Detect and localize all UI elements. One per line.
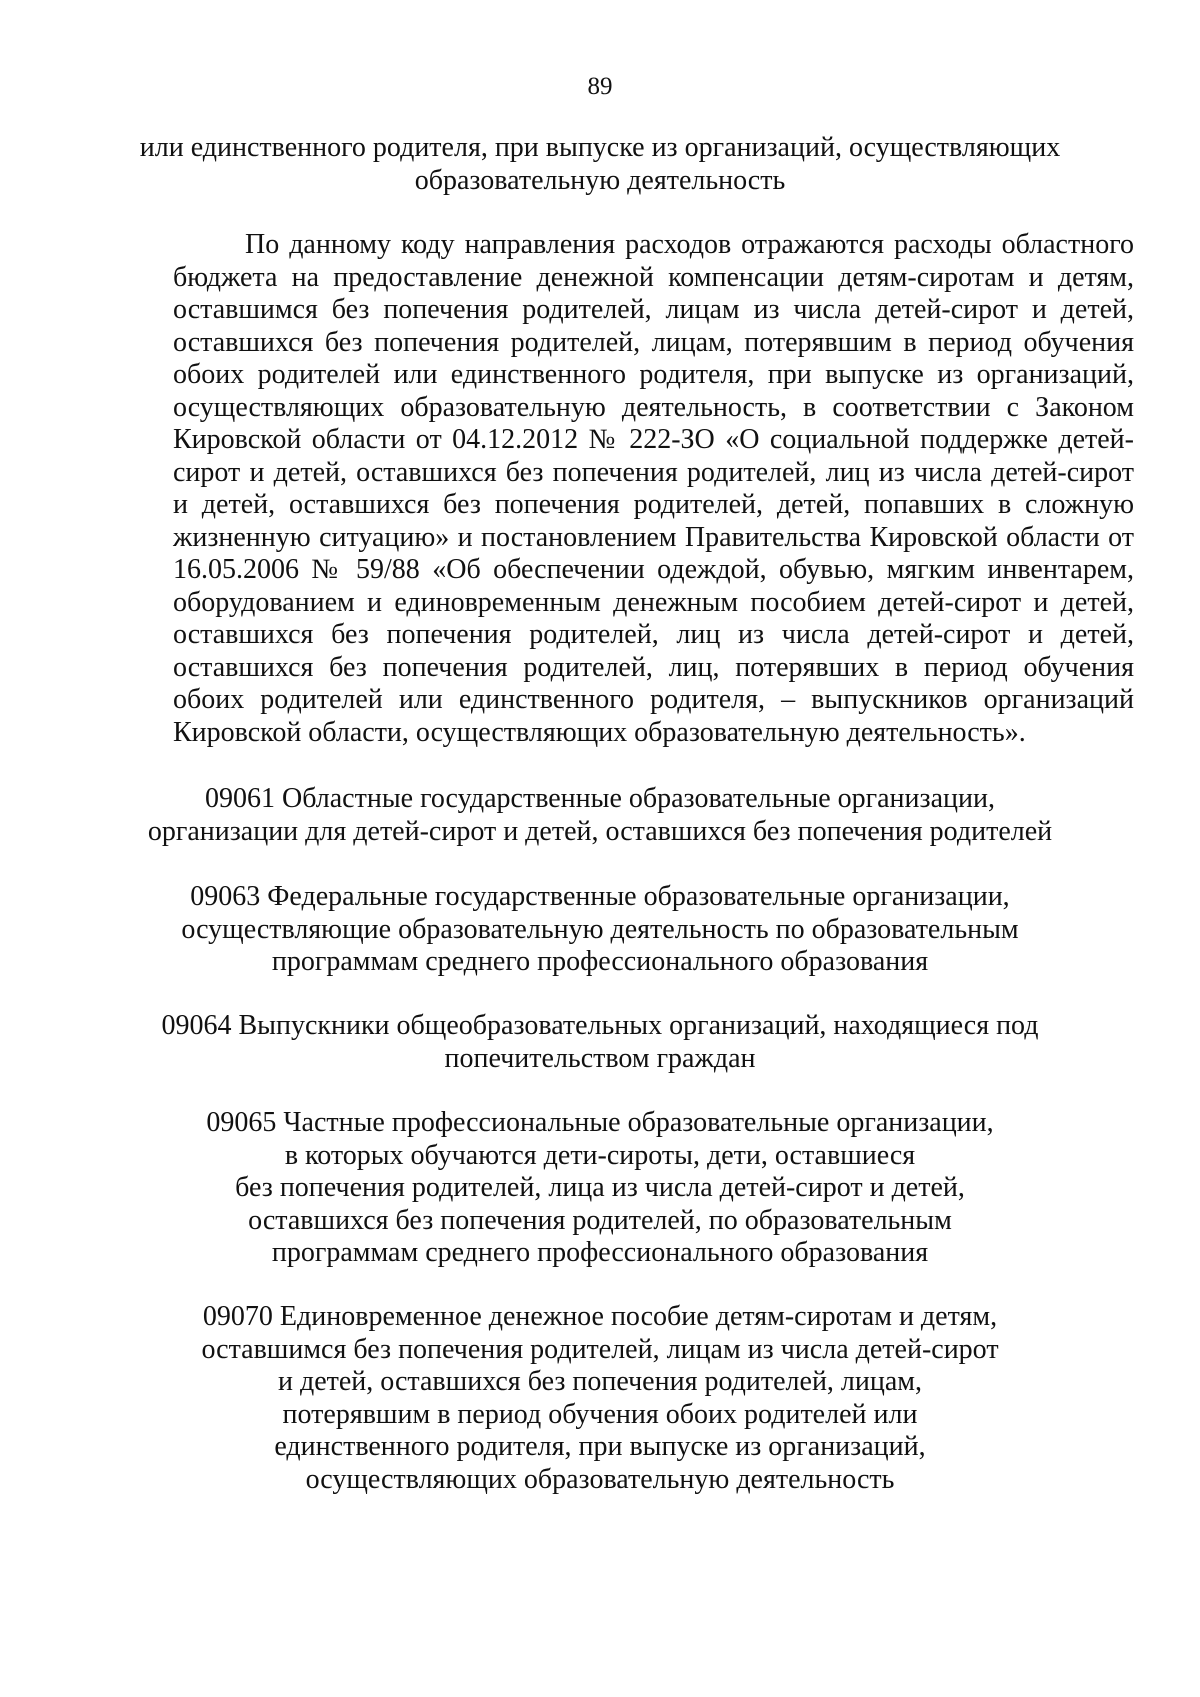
paragraph-line: Кировской области от 04.12.2012 № 222-ЗО «О социальной поддержке детей- [173,424,1134,455]
heading-line: или единственного родителя, при выпуске из организаций, осуществляющих [139,132,1061,163]
entry-line: программам среднего профессионального образования [271,946,929,977]
paragraph-line: жизненную ситуацию» и постановлением Правительства Кировской области от [173,521,1134,553]
paragraph-line: бюджета на предоставление денежной компенсации детям-сиротам и детям, [173,261,1134,293]
entry-line: попечительством граждан [444,1042,756,1074]
entry-line: потерявшим в период обучения обоих родителей или [282,1398,918,1430]
paragraph-line: оставшихся без попечения родителей, лицам, потерявшим в период обучения [173,326,1134,358]
paragraph-line: 16.05.2006 № 59/88 «Об обеспечении одеждой, обувью, мягким инвентарем, [173,554,1134,585]
heading-continuation [120,132,1080,197]
page-number: 89 [587,73,613,100]
paragraph-line: оборудованием и единовременным денежным пособием детей-сирот и детей, [173,586,1134,618]
entry-line: осуществляющих образовательную деятельность [305,1463,895,1495]
paragraph-line: оставшихся без попечения родителей, лиц из числа детей-сирот и детей, [173,619,1134,650]
paragraph-line: оставшихся без попечения родителей, лиц, потерявших в период обучения [173,651,1134,683]
entry-line: 09070 Единовременное денежное пособие детям-сиротам и детям, [202,1301,998,1332]
paragraph-line: Кировской области, осуществляющих образовательную деятельность». [173,716,1026,748]
entry-line: программам среднего профессионального образования [271,1237,929,1268]
heading-line: образовательную деятельность [414,164,786,196]
entry-line: осуществляющие образовательную деятельность по образовательным [181,913,1019,945]
entry-line: в которых обучаются дети-сироты, дети, оставшиеся [284,1139,916,1171]
entry-line: оставшихся без попечения родителей, по образовательным [248,1204,952,1236]
paragraph-line: осуществляющих образовательную деятельность, в соответствии с Законом [173,391,1134,423]
entry-line: 09065 Частные профессиональные образовательные организации, [206,1107,994,1138]
entry-line: организации для детей-сирот и детей, оставшихся без попечения родителей [147,815,1053,847]
paragraph-line: обоих родителей или единственного родителя, при выпуске из организаций, [173,359,1134,390]
body-paragraph [173,229,1134,749]
entry-line: единственного родителя, при выпуске из организаций, [274,1431,926,1462]
paragraph-line: По данному коду направления расходов отражаются расходы областного [245,229,1134,260]
entry-09064 [120,1010,1080,1075]
paragraph-line: сирот и детей, оставшихся без попечения родителей, лиц из числа детей-сирот [173,456,1134,488]
entry-09065 [120,1107,1080,1270]
entry-09070 [120,1301,1080,1496]
paragraph-line: и детей, оставшихся без попечения родителей, детей, попавших в сложную [173,489,1134,520]
paragraph-line: оставшимся без попечения родителей, лицам из числа детей-сирот и детей, [173,294,1134,325]
paragraph-line: обоих родителей или единственного родителя, – выпускников организаций [173,684,1134,715]
entry-line: 09061 Областные государственные образовательные организации, [205,783,995,814]
entry-line: без попечения родителей, лица из числа детей-сирот и детей, [235,1172,965,1203]
entry-line: оставшимся без попечения родителей, лицам из числа детей-сирот [201,1333,999,1365]
entry-line: и детей, оставшихся без попечения родителей, лицам, [277,1366,923,1397]
entry-09063 [120,881,1080,979]
entry-line: 09064 Выпускники общеобразовательных организаций, находящиеся под [161,1010,1039,1041]
entry-09061 [120,783,1080,848]
entry-line: 09063 Федеральные государственные образовательные организации, [190,881,1010,912]
